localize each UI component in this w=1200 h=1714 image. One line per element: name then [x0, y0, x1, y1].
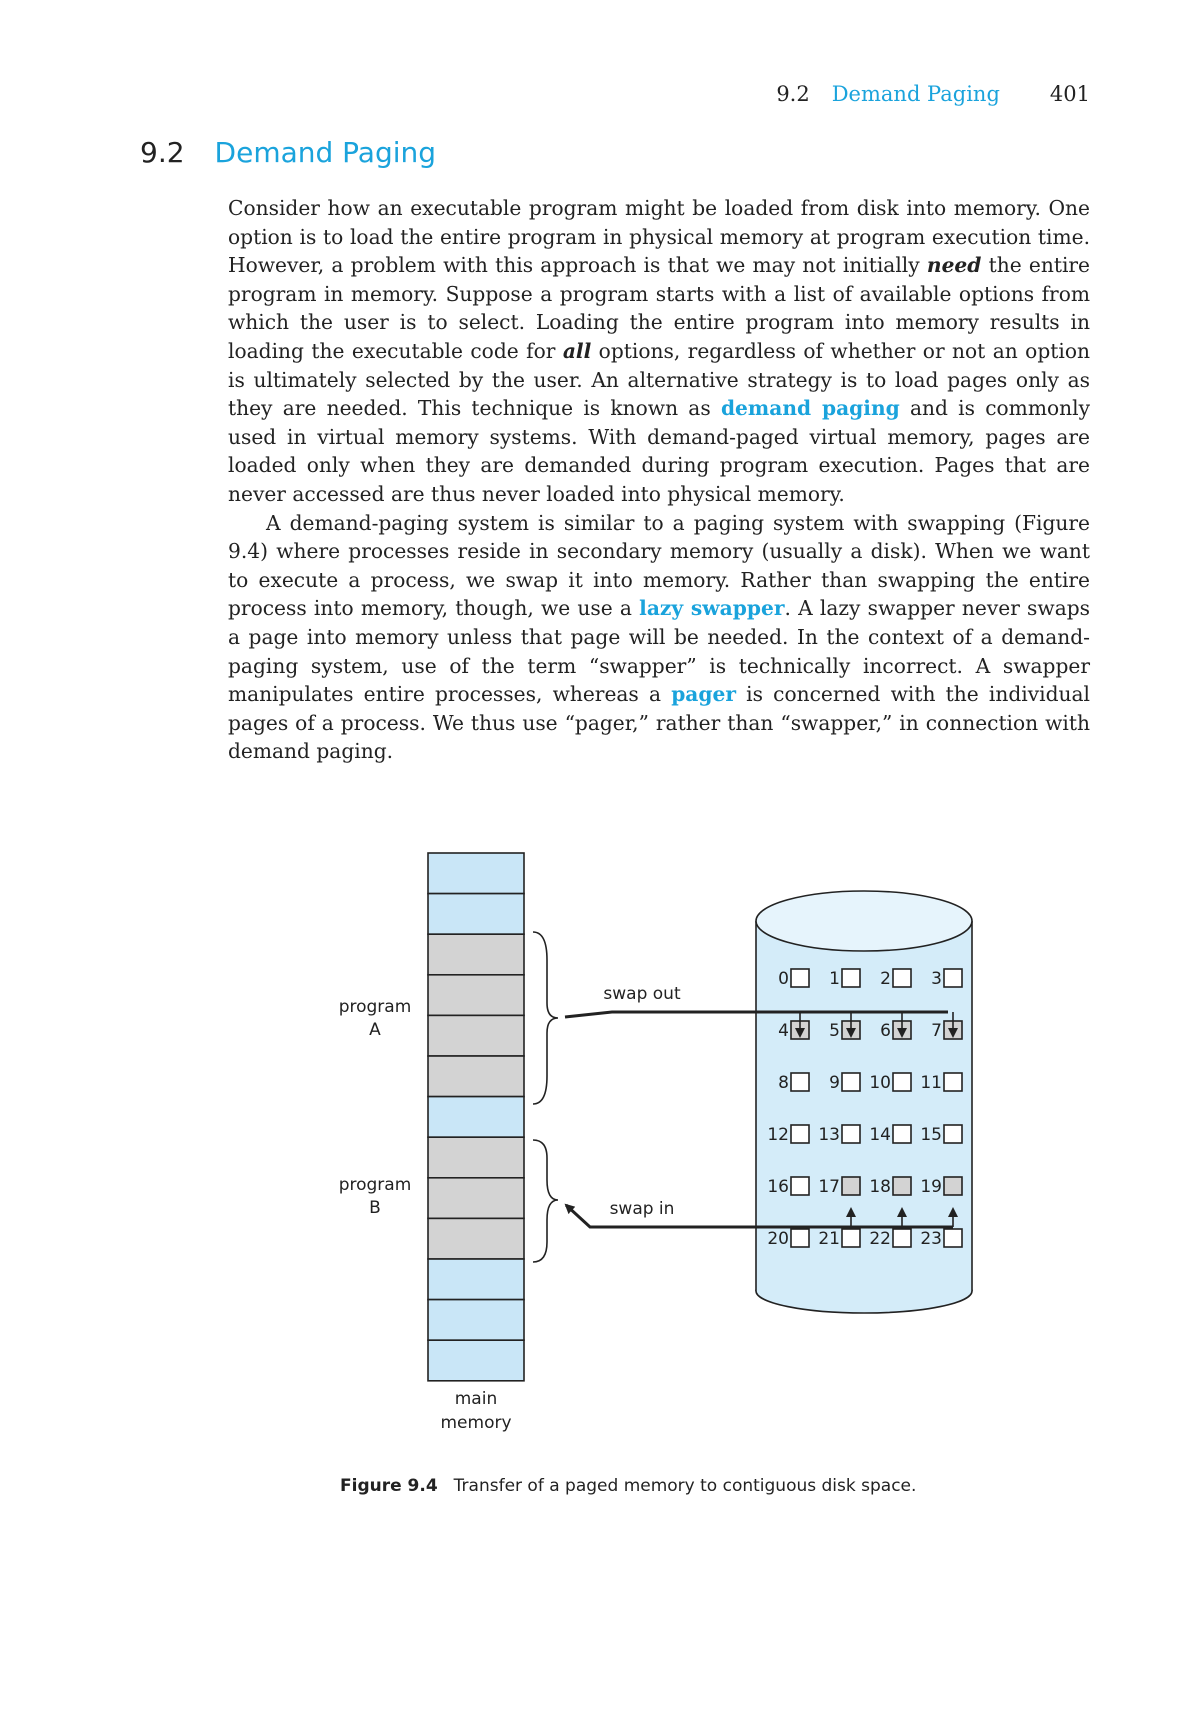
caption-text: Transfer of a paged memory to contiguous disk space.	[453, 1476, 917, 1496]
memory-frame-program-b	[428, 1137, 524, 1178]
memory-frame-program-b	[428, 1218, 524, 1259]
disk-page-box-13	[842, 1125, 860, 1143]
disk-page-label-23: 23	[920, 1229, 942, 1249]
paragraph-1-text-b: the entire program in memory. Suppose a program starts with a list of available options from which the user is to select. Loading the entire program into memory results in loading the executable code for	[228, 253, 1090, 363]
disk-page-box-12	[791, 1125, 809, 1143]
paragraph-1-text-d: and is commonly used in virtual memory systems. With demand-paged virtual memory, pages are loaded only when they are demanded during program execution. Pages that are never accessed are thus never loaded into physical memory.	[228, 396, 1090, 506]
term-lazy-swapper: lazy swapper	[639, 596, 785, 621]
paragraph-1-text-a: Consider how an executable program might be loaded from disk into memory. One option is to load the entire program in physical memory at program execution time. However, a problem with this approach is that we may not initially	[228, 196, 1090, 278]
disk-page-label-12: 12	[767, 1125, 789, 1145]
memory-frame-free	[428, 1340, 524, 1381]
disk-page-label-15: 15	[920, 1125, 942, 1145]
disk-cylinder	[756, 891, 972, 1313]
disk-page-label-13: 13	[818, 1125, 840, 1145]
disk-page-label-3: 3	[931, 969, 942, 989]
disk-page-box-0	[791, 969, 809, 987]
paragraph-1-text-c: options, regardless of whether or not an option is ultimately selected by the user. An alternative strategy is to load pages only as they are needed. This technique is known as	[228, 338, 1090, 421]
disk-page-label-21: 21	[818, 1229, 840, 1249]
memory-frame-free	[428, 853, 524, 894]
disk-page-label-10: 10	[869, 1073, 891, 1093]
emphasis-need: need	[926, 253, 982, 278]
disk-page-label-14: 14	[869, 1125, 891, 1145]
program-b-brace	[533, 1140, 558, 1262]
main-memory-column	[428, 853, 524, 1381]
section-title: Demand Paging	[214, 136, 437, 169]
running-head-title: Demand Paging	[831, 82, 1000, 106]
page-number: 401	[1049, 82, 1090, 106]
program-a-brace	[533, 932, 558, 1104]
main-memory-label-line2: memory	[440, 1413, 512, 1433]
program-a-label-line2: A	[369, 1020, 381, 1040]
running-head-section: 9.2	[776, 82, 810, 106]
disk-page-box-18	[893, 1177, 911, 1195]
disk-page-label-17: 17	[818, 1177, 840, 1197]
disk-page-label-19: 19	[920, 1177, 942, 1197]
disk-page-box-11	[944, 1073, 962, 1091]
disk-page-box-15	[944, 1125, 962, 1143]
main-memory-label-line1: main	[454, 1389, 498, 1409]
program-a-label-line1: program	[338, 997, 412, 1017]
disk-page-label-5: 5	[829, 1021, 840, 1041]
paragraph-2-text-a: A demand-paging system is similar to a paging system with swapping (Figure 9.4) where processes reside in secondary memory (usually a disk). When we want to execute a process, we swap it into memory. Rather than swapping the entire process into memory, though, we use a	[228, 510, 1090, 621]
disk-page-box-1	[842, 969, 860, 987]
paragraph-2-text-b: . A lazy swapper never swaps a page into memory unless that page will be needed. In the context of a demand-paging system, use of the term “swapper” is technically incorrect. A swapper manipulates entire processes, whereas a	[228, 596, 1091, 707]
disk-page-box-19	[944, 1177, 962, 1195]
emphasis-all: all	[562, 338, 592, 363]
disk-page-box-10	[893, 1073, 911, 1091]
disk-page-box-21	[842, 1229, 860, 1247]
disk-page-label-0: 0	[778, 969, 789, 989]
disk-page-box-8	[791, 1073, 809, 1091]
swap-out-label: swap out	[603, 984, 681, 1004]
disk-page-box-9	[842, 1073, 860, 1091]
disk-page-label-1: 1	[829, 969, 840, 989]
disk-page-label-11: 11	[920, 1073, 942, 1093]
disk-page-label-4: 4	[778, 1021, 789, 1041]
disk-page-label-22: 22	[869, 1229, 891, 1249]
disk-page-label-7: 7	[931, 1021, 942, 1041]
memory-frame-program-a	[428, 975, 524, 1016]
disk-page-label-2: 2	[880, 969, 891, 989]
disk-page-label-9: 9	[829, 1073, 840, 1093]
memory-frame-free	[428, 894, 524, 935]
term-demand-paging: demand paging	[720, 396, 900, 421]
disk-page-box-22	[893, 1229, 911, 1247]
paragraph-2-text-c: is concerned with the individual pages of a process. We thus use “pager,” rather than “swapper,” in connection with demand paging.	[228, 682, 1090, 764]
memory-frame-free	[428, 1259, 524, 1300]
memory-frame-program-a	[428, 1015, 524, 1056]
program-b-label-line1: program	[338, 1175, 412, 1195]
memory-frame-free	[428, 1097, 524, 1138]
disk-page-label-6: 6	[880, 1021, 891, 1041]
swap-in-label: swap in	[609, 1199, 675, 1219]
memory-frame-program-a	[428, 934, 524, 975]
disk-page-label-18: 18	[869, 1177, 891, 1197]
figure-caption	[340, 1476, 1100, 1496]
disk-page-box-14	[893, 1125, 911, 1143]
memory-frame-program-b	[428, 1178, 524, 1219]
memory-frame-free	[428, 1300, 524, 1341]
disk-page-label-16: 16	[767, 1177, 789, 1197]
caption-label: Figure 9.4	[340, 1476, 438, 1496]
disk-page-box-2	[893, 969, 911, 987]
program-b-label-line2: B	[369, 1198, 381, 1218]
disk-page-box-3	[944, 969, 962, 987]
disk-page-box-16	[791, 1177, 809, 1195]
term-pager: pager	[671, 682, 736, 707]
memory-frame-program-a	[428, 1056, 524, 1097]
disk-page-box-23	[944, 1229, 962, 1247]
section-number: 9.2	[140, 136, 185, 169]
disk-page-label-20: 20	[767, 1229, 789, 1249]
disk-page-box-17	[842, 1177, 860, 1195]
disk-page-box-20	[791, 1229, 809, 1247]
disk-page-label-8: 8	[778, 1073, 789, 1093]
